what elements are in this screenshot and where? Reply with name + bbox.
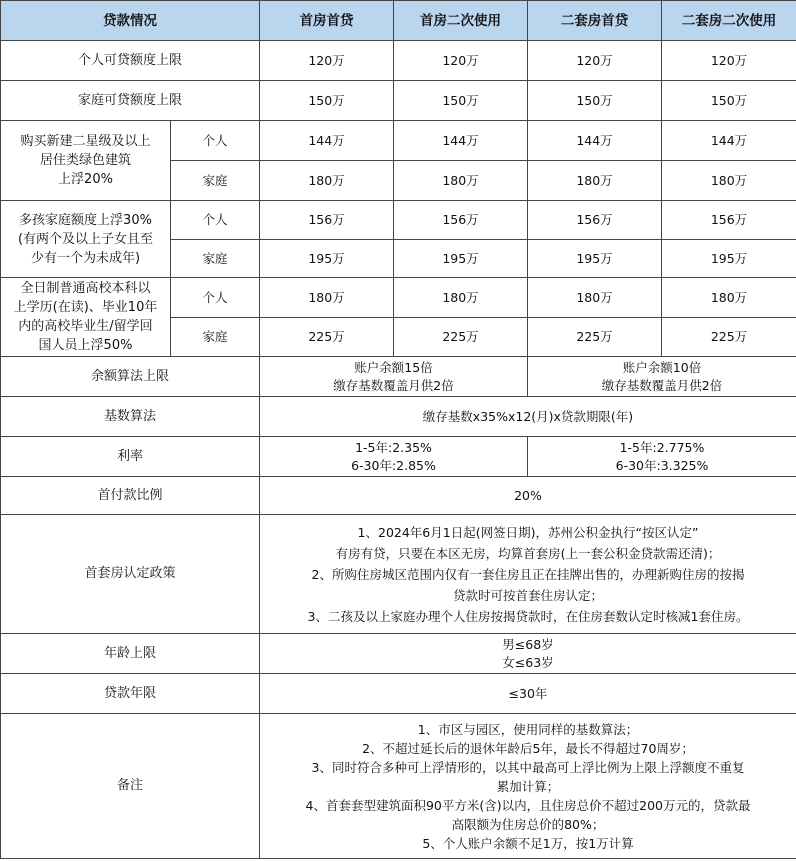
header-first-home-first-loan: 首房首贷 [260,1,394,41]
sub-label-family: 家庭 [171,318,260,357]
label-line: 上浮20% [58,172,113,187]
cell-value: 156万 [662,201,796,240]
text-line: 4、首套套型建筑面积90平方米(含)以内，且住房总价不超过200万元的，贷款最 [305,797,751,813]
age-limit-value [260,634,796,674]
cell-value: 225万 [394,318,528,357]
row-loan-term [1,674,796,714]
text-line: 缴存基数覆盖月供2倍 [601,377,723,393]
row-personal-limit [1,41,796,81]
text-line: 1-5年:2.35% [355,439,432,455]
row-balance-limit [1,357,796,397]
personal-limit-label: 个人可贷额度上限 [1,41,260,81]
header-second-home-first-loan: 二套房首贷 [528,1,662,41]
text-line: 3、二孩及以上家庭办理个人住房按揭贷款时，在住房套数认定时核减1套住房。 [307,608,749,624]
text-line: 5、个人账户余额不足1万，按1万计算 [422,835,634,851]
cell-value: 180万 [260,278,394,318]
row-first-home-policy [1,515,796,634]
sub-label-family: 家庭 [171,240,260,278]
text-line: 高限额为住房总价的80%； [451,816,605,832]
cell-value: 180万 [528,161,662,201]
cell-value: 225万 [662,318,796,357]
label-line: 内的高校毕业生/留学回 [18,319,153,334]
notes-label: 备注 [1,714,260,859]
loan-term-value: ≤30年 [260,674,796,714]
label-line: 居住类绿色建筑 [39,153,131,168]
row-base-formula [1,397,796,437]
balance-first-home [260,357,528,397]
loan-term-label: 贷款年限 [1,674,260,714]
rate-first-home [260,437,528,477]
base-formula-label: 基数算法 [1,397,260,437]
text-line: 女≤63岁 [502,654,554,670]
cell-value: 225万 [260,318,394,357]
label-line: 国人员上浮50% [38,338,133,353]
sub-label-personal: 个人 [171,121,260,161]
text-line: 2、所购住房城区范围内仅有一套住房且正在挂牌出售的，办理新购住房的按揭 [311,566,745,582]
text-line: 账户余额15倍 [354,359,433,375]
sub-label-family: 家庭 [171,161,260,201]
cell-value: 120万 [662,41,796,81]
sub-label-personal: 个人 [171,201,260,240]
text-line: 有房有贷，只要在本区无房，均算首套房(上一套公积金贷款需还清)； [335,545,721,561]
cell-value: 150万 [528,81,662,121]
cell-value: 150万 [662,81,796,121]
label-line: 上学历(在读)、毕业10年 [13,300,158,315]
cell-value: 195万 [260,240,394,278]
text-line: 累加计算； [496,778,560,794]
rate-second-home [528,437,796,477]
text-line: 男≤68岁 [502,636,554,652]
row-multichild-personal [1,201,796,240]
text-line: 贷款时可按首套住房认定； [452,587,603,603]
cell-value: 180万 [662,278,796,318]
green-building-label [1,121,171,201]
cell-value: 180万 [394,161,528,201]
cell-value: 120万 [528,41,662,81]
text-line: 2、不超过延长后的退休年龄后5年，最长不得超过70周岁； [362,740,694,756]
row-graduate-personal [1,278,796,318]
row-down-payment [1,477,796,515]
label-line: 少有一个为未成年) [30,250,141,266]
header-second-home-second-use: 二套房二次使用 [662,1,796,41]
cell-value: 120万 [394,41,528,81]
cell-value: 150万 [394,81,528,121]
multichild-label [1,201,171,278]
notes-text [260,714,796,859]
cell-value: 120万 [260,41,394,81]
sub-label-personal: 个人 [171,278,260,318]
cell-value: 144万 [662,121,796,161]
base-formula-value: 缴存基数x35%x12(月)x贷款期限(年) [260,397,796,437]
header-loan-situation: 贷款情况 [1,1,260,41]
text-line: 缴存基数覆盖月供2倍 [333,377,454,393]
label-line: 购买新建二星级及以上 [20,134,151,149]
cell-value: 156万 [528,201,662,240]
text-line: 1、市区与园区，使用同样的基数算法； [417,721,639,737]
cell-value: 156万 [394,201,528,240]
label-line: 多孩家庭额度上浮30% [19,212,152,228]
cell-value: 195万 [528,240,662,278]
policy-label: 首套房认定政策 [1,515,260,634]
text-line: 账户余额10倍 [622,359,702,375]
cell-value: 180万 [260,161,394,201]
balance-second-home [528,357,796,397]
cell-value: 225万 [528,318,662,357]
down-payment-label: 首付款比例 [1,477,260,515]
row-green-personal [1,121,796,161]
text-line: 1、2024年6月1日起(网签日期)，苏州公积金执行“按区认定” [357,524,699,540]
header-first-home-second-use: 首房二次使用 [394,1,528,41]
cell-value: 156万 [260,201,394,240]
family-limit-label: 家庭可贷额度上限 [1,81,260,121]
row-interest-rate [1,437,796,477]
cell-value: 180万 [662,161,796,201]
row-notes [1,714,796,859]
header-row [1,1,796,41]
cell-value: 180万 [394,278,528,318]
cell-value: 195万 [394,240,528,278]
label-line: (有两个及以上子女且至 [17,231,154,247]
text-line: 6-30年:3.325% [615,457,709,473]
graduate-label [1,278,171,357]
down-payment-value: 20% [260,477,796,515]
text-line: 1-5年:2.775% [619,439,705,455]
interest-rate-label: 利率 [1,437,260,477]
text-line: 3、同时符合多种可上浮情形的，以其中最高可上浮比例为上限上浮额度不重复 [311,759,745,775]
cell-value: 144万 [528,121,662,161]
balance-limit-label: 余额算法上限 [1,357,260,397]
cell-value: 180万 [528,278,662,318]
row-family-limit [1,81,796,121]
cell-value: 150万 [260,81,394,121]
cell-value: 144万 [260,121,394,161]
age-limit-label: 年龄上限 [1,634,260,674]
row-age-limit [1,634,796,674]
label-line: 全日制普通高校本科以 [20,281,151,296]
cell-value: 195万 [662,240,796,278]
cell-value: 144万 [394,121,528,161]
text-line: 6-30年:2.85% [351,457,436,473]
policy-text [260,515,796,634]
